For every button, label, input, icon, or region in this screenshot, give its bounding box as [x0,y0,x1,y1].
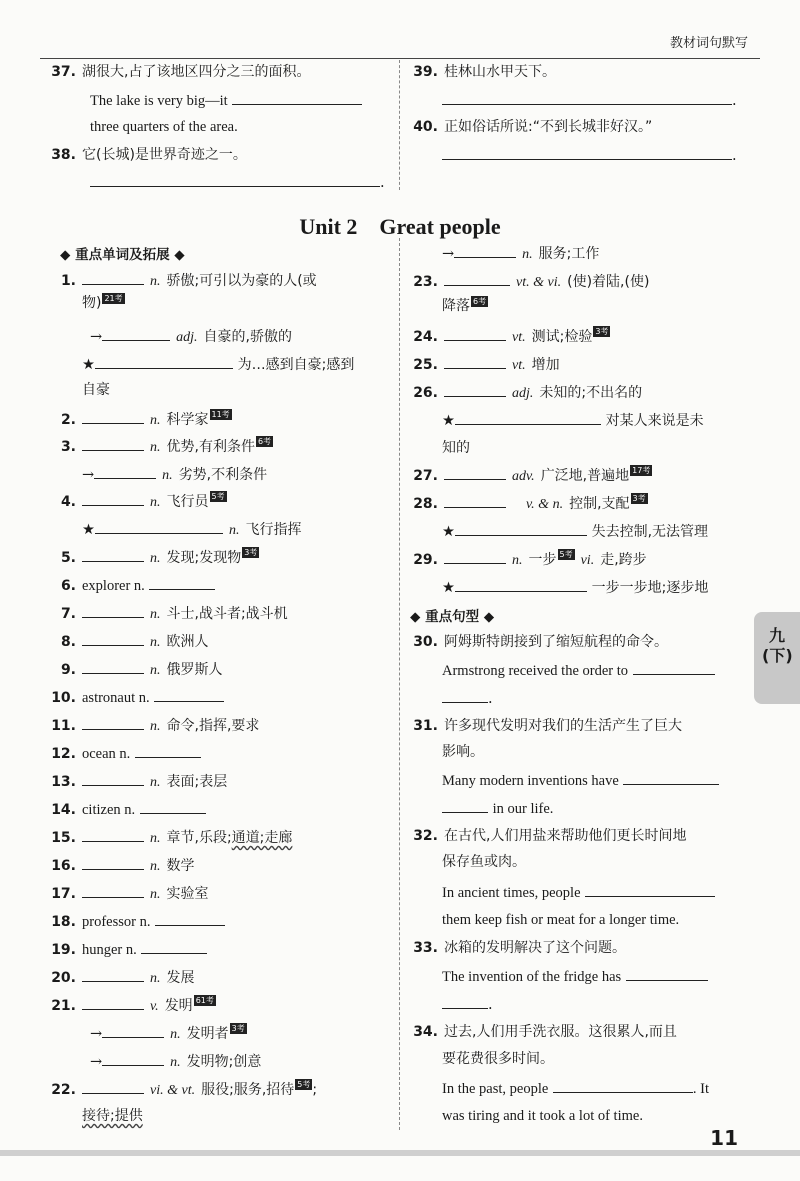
answer-blank[interactable] [444,326,506,341]
answer-blank[interactable] [90,172,380,187]
sentence-31-en: Many modern inventions have [442,770,719,791]
word-10: 10. astronaut n. [48,687,224,708]
word-24: 24. vt. 测试;检验 3考 [413,327,609,345]
answer-blank[interactable] [82,659,144,674]
item-39: 39. 桂林山水甲天下。 [413,64,556,80]
word-22: 22. vi. & vt. 服役;服务,招待 5考 ; [51,1080,318,1098]
answer-blank[interactable] [82,270,144,285]
word-23: 23. vt. & vi. (使)着陆,(使) [410,271,649,293]
column-divider-main [399,238,400,1130]
sentence-34-cont: 要花费很多时间。 [442,1051,554,1067]
word-19: 19. hunger n. [48,939,207,960]
word-14: 14. citizen n. [48,799,206,820]
sentence-32-en: In ancient times, people [442,882,715,903]
answer-blank[interactable] [82,827,144,842]
answer-blank[interactable] [155,911,225,926]
answer-blank[interactable] [141,939,207,954]
word-27: 27. adv. 广泛地,普遍地 17考 [413,466,651,484]
answer-blank[interactable] [82,436,144,451]
word-23-cont: 降落 6考 [442,297,487,314]
word-1-cont: 物) 21考 [82,294,123,311]
answer-blank[interactable] [442,145,732,160]
answer-blank[interactable] [82,995,144,1010]
word-1b-cont: 自豪 [82,382,110,398]
answer-blank[interactable] [140,799,206,814]
answer-blank[interactable] [444,549,506,564]
word-26a-cont: 知的 [442,440,470,456]
answer-blank[interactable] [82,547,144,562]
word-22a: → n. 服务;工作 [442,243,599,265]
grade-side-tab-label: 九(下) [762,626,793,665]
word-21: 21. v. 发明 61考 [51,996,214,1014]
answer-blank[interactable] [633,660,715,675]
sentence-31-en2: in our life. [442,798,553,819]
answer-blank[interactable] [102,1023,164,1038]
answer-blank[interactable] [82,883,144,898]
answer-blank[interactable] [154,687,224,702]
answer-blank[interactable] [82,771,144,786]
answer-blank[interactable] [82,603,144,618]
word-25: 25. vt. 增加 [410,354,560,376]
answer-blank[interactable] [444,354,506,369]
answer-blank[interactable] [82,855,144,870]
answer-blank[interactable] [442,90,732,105]
answer-blank[interactable] [455,521,587,536]
answer-blank[interactable] [94,464,156,479]
sentence-33-en2: . [442,994,493,1015]
word-29a: ★ 一步一步地;逐步地 [442,577,708,598]
word-4: 4. n. 飞行员 5考 [60,492,225,510]
word-28: 28. v. & n. 控制,支配 3考 [413,494,646,512]
answer-blank[interactable] [454,243,516,258]
answer-blank[interactable] [623,770,719,785]
word-2: 2. n. 科学家 11考 [60,410,230,428]
sentence-30-en: Armstrong received the order to [442,660,715,681]
answer-blank[interactable] [442,994,488,1009]
word-12: 12. ocean n. [48,743,201,764]
answer-blank[interactable] [442,688,488,703]
word-9: 9. n. 俄罗斯人 [48,659,223,681]
word-1a: → adj. 自豪的,骄傲的 [90,326,292,348]
word-7: 7. n. 斗士,战斗者;战斗机 [48,603,288,625]
answer-blank[interactable] [82,715,144,730]
word-28a: ★ 失去控制,无法管理 [442,521,708,542]
answer-blank[interactable] [82,967,144,982]
sentence-32-cont: 保存鱼或肉。 [442,854,526,870]
word-3: 3. n. 优势,有利条件 6考 [60,437,272,455]
answer-blank[interactable] [135,743,201,758]
sentence-34: 34. 过去,人们用手洗衣服。这很累人,而且 [413,1024,677,1040]
sentence-30: 30. 阿姆斯特朗接到了缩短航程的命令。 [413,634,668,650]
answer-blank[interactable] [626,966,708,981]
word-15: 15. n. 章节,乐段;通道;走廊 [48,827,292,849]
answer-blank[interactable] [553,1078,693,1093]
answer-blank[interactable] [102,326,170,341]
answer-blank[interactable] [82,409,144,424]
answer-blank[interactable] [82,1079,144,1094]
section-words: ◆ 重点单词及拓展 ◆ [60,247,185,263]
sentence-34-en: In the past, people . It [442,1078,709,1099]
word-20: 20. n. 发展 [48,967,195,989]
answer-blank[interactable] [442,798,488,813]
unit-title: Unit 2 Great people [299,214,501,239]
answer-blank[interactable] [95,354,233,369]
word-21b: → n. 发明物;创意 [90,1051,261,1073]
word-22-cont: 接待;提供 [82,1108,143,1124]
item-37: 37. 湖很大,占了该地区四分之三的面积。 [51,64,311,80]
column-divider-top [399,60,400,190]
answer-blank[interactable] [585,882,715,897]
word-11: 11. n. 命令,指挥,要求 [48,715,259,737]
sentence-30-en2: . [442,688,493,709]
word-1b: ★ 为…感到自豪;感到 [82,354,354,375]
sentence-31-cont: 影响。 [442,744,484,760]
item-37-en2: three quarters of the area. [90,119,238,135]
word-5: 5. n. 发现;发现物 3考 [60,548,258,566]
answer-blank[interactable] [444,271,510,286]
word-26a: ★ 对某人来说是未 [442,410,704,431]
word-29: 29. n. 一步 5考 vi. 走,跨步 [413,550,647,568]
item-39-blank: . [442,90,737,111]
answer-blank[interactable] [102,1051,164,1066]
answer-blank[interactable] [82,491,144,506]
item-38-blank: . [90,172,385,193]
sentence-32-en2: them keep fish or meat for a longer time. [442,912,680,928]
answer-blank[interactable] [95,519,223,534]
item-40-blank: . [442,145,737,166]
answer-blank[interactable] [455,577,587,592]
answer-blank[interactable] [455,410,601,425]
page-bottom-edge [0,1150,800,1156]
answer-blank[interactable] [82,631,144,646]
word-26: 26. adj. 未知的;不出名的 [410,382,642,404]
word-6: 6. explorer n. [48,575,215,596]
sentence-32: 32. 在古代,人们用盐来帮助他们更长时间地 [413,828,687,844]
word-1: 1. n. 骄傲;可引以为豪的人(或 [48,270,317,292]
answer-blank[interactable] [149,575,215,590]
sentence-33: 33. 冰箱的发明解决了这个问题。 [413,940,626,956]
page-number: 11 [710,1126,738,1150]
answer-blank[interactable] [444,382,506,397]
item-38: 38. 它(长城)是世界奇迹之一。 [51,147,247,163]
answer-blank[interactable] [232,90,362,105]
item-37-en: The lake is very big—it [90,90,362,111]
page-header: 教材词句默写 [669,36,748,51]
answer-blank[interactable] [444,493,506,508]
word-8: 8. n. 欧洲人 [48,631,209,653]
word-17: 17. n. 实验室 [48,883,209,905]
sentence-34-en2: was tiring and it took a lot of time. [442,1108,643,1124]
section-sentences: ◆ 重点句型 ◆ [410,609,495,625]
item-40: 40. 正如俗话所说:“不到长城非好汉。” [413,119,653,135]
word-16: 16. n. 数学 [48,855,195,877]
sentence-33-en: The invention of the fridge has [442,966,708,987]
word-13: 13. n. 表面;表层 [48,771,227,793]
word-18: 18. professor n. [48,911,225,932]
word-3a: → n. 劣势,不利条件 [82,464,267,486]
word-4a: ★ n. 飞行指挥 [82,519,302,541]
header-rule [40,58,760,59]
answer-blank[interactable] [444,465,506,480]
sentence-31: 31. 许多现代发明对我们的生活产生了巨大 [413,718,682,734]
word-21a: → n. 发明者 3考 [90,1024,245,1042]
